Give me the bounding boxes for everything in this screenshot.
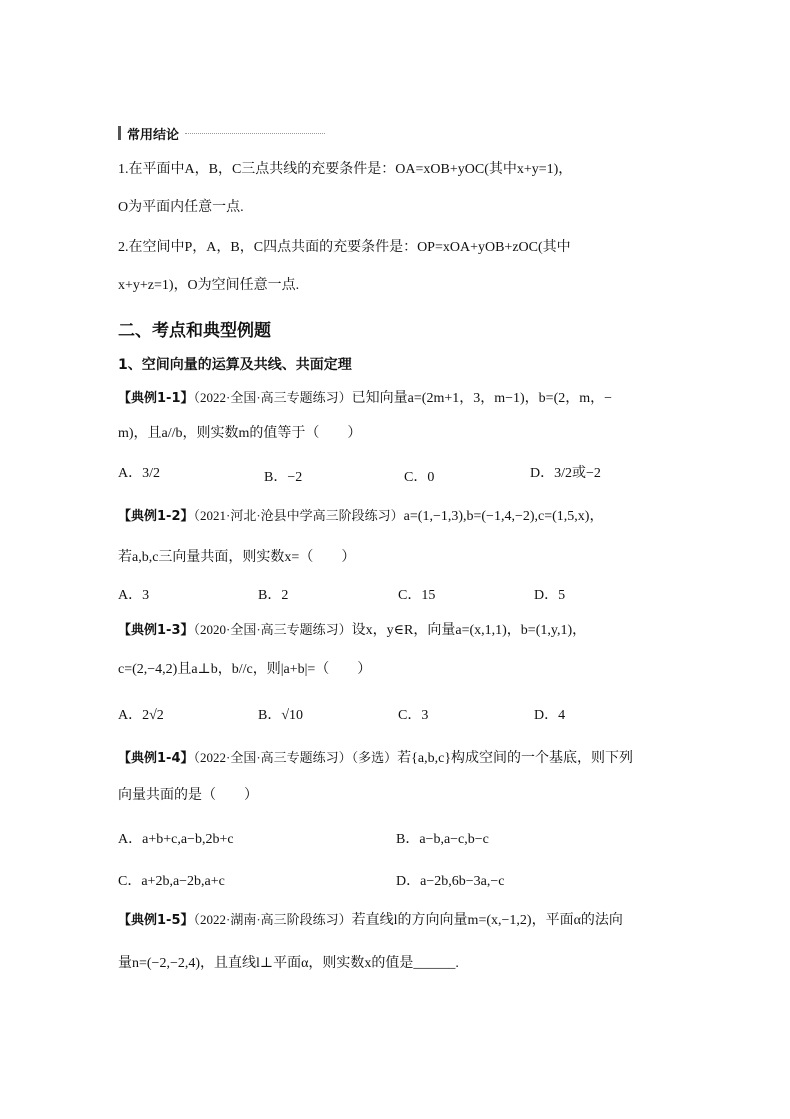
- example-1-2-option-d[interactable]: D．5: [534, 588, 566, 603]
- example-1-2-tag: 【典例1-2】: [118, 509, 194, 524]
- example-1-4-line-2: 向量共面的是（ ）: [118, 788, 258, 803]
- example-1-5-line-1: [118, 910, 623, 931]
- example-1-2-line-1: [118, 506, 603, 527]
- conclusion-1-line-2: O为平面内任意一点.: [118, 200, 244, 215]
- example-1-3-option-d[interactable]: D．4: [534, 708, 566, 723]
- example-1-1-option-a[interactable]: A．3/2: [118, 466, 160, 481]
- example-1-3-option-a[interactable]: A．2√2: [118, 708, 164, 723]
- section-title: 二、考点和典型例题: [118, 321, 271, 341]
- example-1-5-source: （2022·湖南·高三阶段练习）: [193, 912, 352, 927]
- example-1-2-stem: a=(1,−1,3),b=(−1,4,−2),c=(1,5,x)，: [403, 509, 604, 524]
- example-1-3-option-b[interactable]: B．√10: [258, 708, 304, 723]
- heading-dotted-rule: [185, 133, 325, 134]
- example-1-1-option-d[interactable]: D．3/2或−2: [530, 466, 601, 481]
- example-1-5-tag: 【典例1-5】: [118, 913, 194, 928]
- conclusion-2-text: 2.在空间中P，A，B，C四点共面的充要条件是：OP=xOA+yOB+zOC(其中: [118, 240, 571, 255]
- example-1-4-stem: 若{a,b,c}构成空间的一个基底，则下列: [397, 751, 634, 766]
- conclusion-1-text: 1.在平面中A，B，C三点共线的充要条件是：OA=xOB+yOC(其中x+y=1)，: [118, 162, 573, 177]
- conclusion-2-line-2: x+y+z=1)，O为空间任意一点.: [118, 278, 300, 293]
- example-1-3-tag: 【典例1-3】: [118, 623, 194, 638]
- example-1-1-stem: 已知向量a=(2m+1，3，m−1)，b=(2，m，−: [351, 391, 613, 406]
- example-1-4-option-c[interactable]: C．a+2b,a−2b,a+c: [118, 874, 225, 889]
- example-1-4-option-a[interactable]: A．a+b+c,a−b,2b+c: [118, 832, 234, 847]
- example-1-5-stem: 若直线l的方向向量m=(x,−1,2)，平面α的法向: [351, 913, 623, 928]
- example-1-3-option-c[interactable]: C．3: [398, 708, 429, 723]
- example-1-1-line-1: [118, 388, 612, 409]
- example-1-4-option-d[interactable]: D．a−2b,6b−3a,−c: [396, 874, 505, 889]
- example-1-4-source: （2022·全国·高三专题练习）（多选）: [193, 750, 398, 765]
- example-1-2-line-2: 若a,b,c三向量共面，则实数x=（ ）: [118, 550, 356, 565]
- example-1-3-stem: 设x，y∈R，向量a=(x,1,1)，b=(1,y,1)，: [351, 623, 587, 638]
- conclusion-1-line-1: [118, 160, 572, 180]
- heading-text: 常用结论: [127, 127, 180, 143]
- example-1-3-line-1: [118, 620, 586, 641]
- conclusion-heading: [118, 124, 325, 142]
- example-1-1-line-2: m)，且a//b，则实数m的值等于（ ）: [118, 426, 362, 441]
- example-1-4-line-1: [118, 748, 633, 769]
- example-1-1-option-b[interactable]: B．−2: [264, 470, 303, 485]
- example-1-1-source: （2022·全国·高三专题练习）: [193, 390, 352, 405]
- example-1-2-source: （2021·河北·沧县中学高三阶段练习）: [193, 508, 404, 523]
- example-1-1-option-c[interactable]: C．0: [404, 470, 435, 485]
- example-1-3-line-2: c=(2,−4,2)且a⊥b，b//c，则|a+b|=（ ）: [118, 662, 372, 677]
- example-1-2-option-a[interactable]: A．3: [118, 588, 150, 603]
- example-1-3-source: （2020·全国·高三专题练习）: [193, 622, 352, 637]
- example-1-4-option-b[interactable]: B．a−b,a−c,b−c: [396, 832, 489, 847]
- example-1-1-tag: 【典例1-1】: [118, 391, 194, 406]
- subsection-title: 1、空间向量的运算及共线、共面定理: [118, 357, 352, 373]
- heading-bar-icon: [118, 126, 121, 140]
- example-1-5-line-2: 量n=(−2,−2,4)，且直线l⊥平面α，则实数x的值是______.: [118, 956, 459, 971]
- example-1-4-tag: 【典例1-4】: [118, 751, 194, 766]
- example-1-2-option-b[interactable]: B．2: [258, 588, 289, 603]
- example-1-2-option-c[interactable]: C．15: [398, 588, 436, 603]
- conclusion-2-line-1: [118, 238, 571, 258]
